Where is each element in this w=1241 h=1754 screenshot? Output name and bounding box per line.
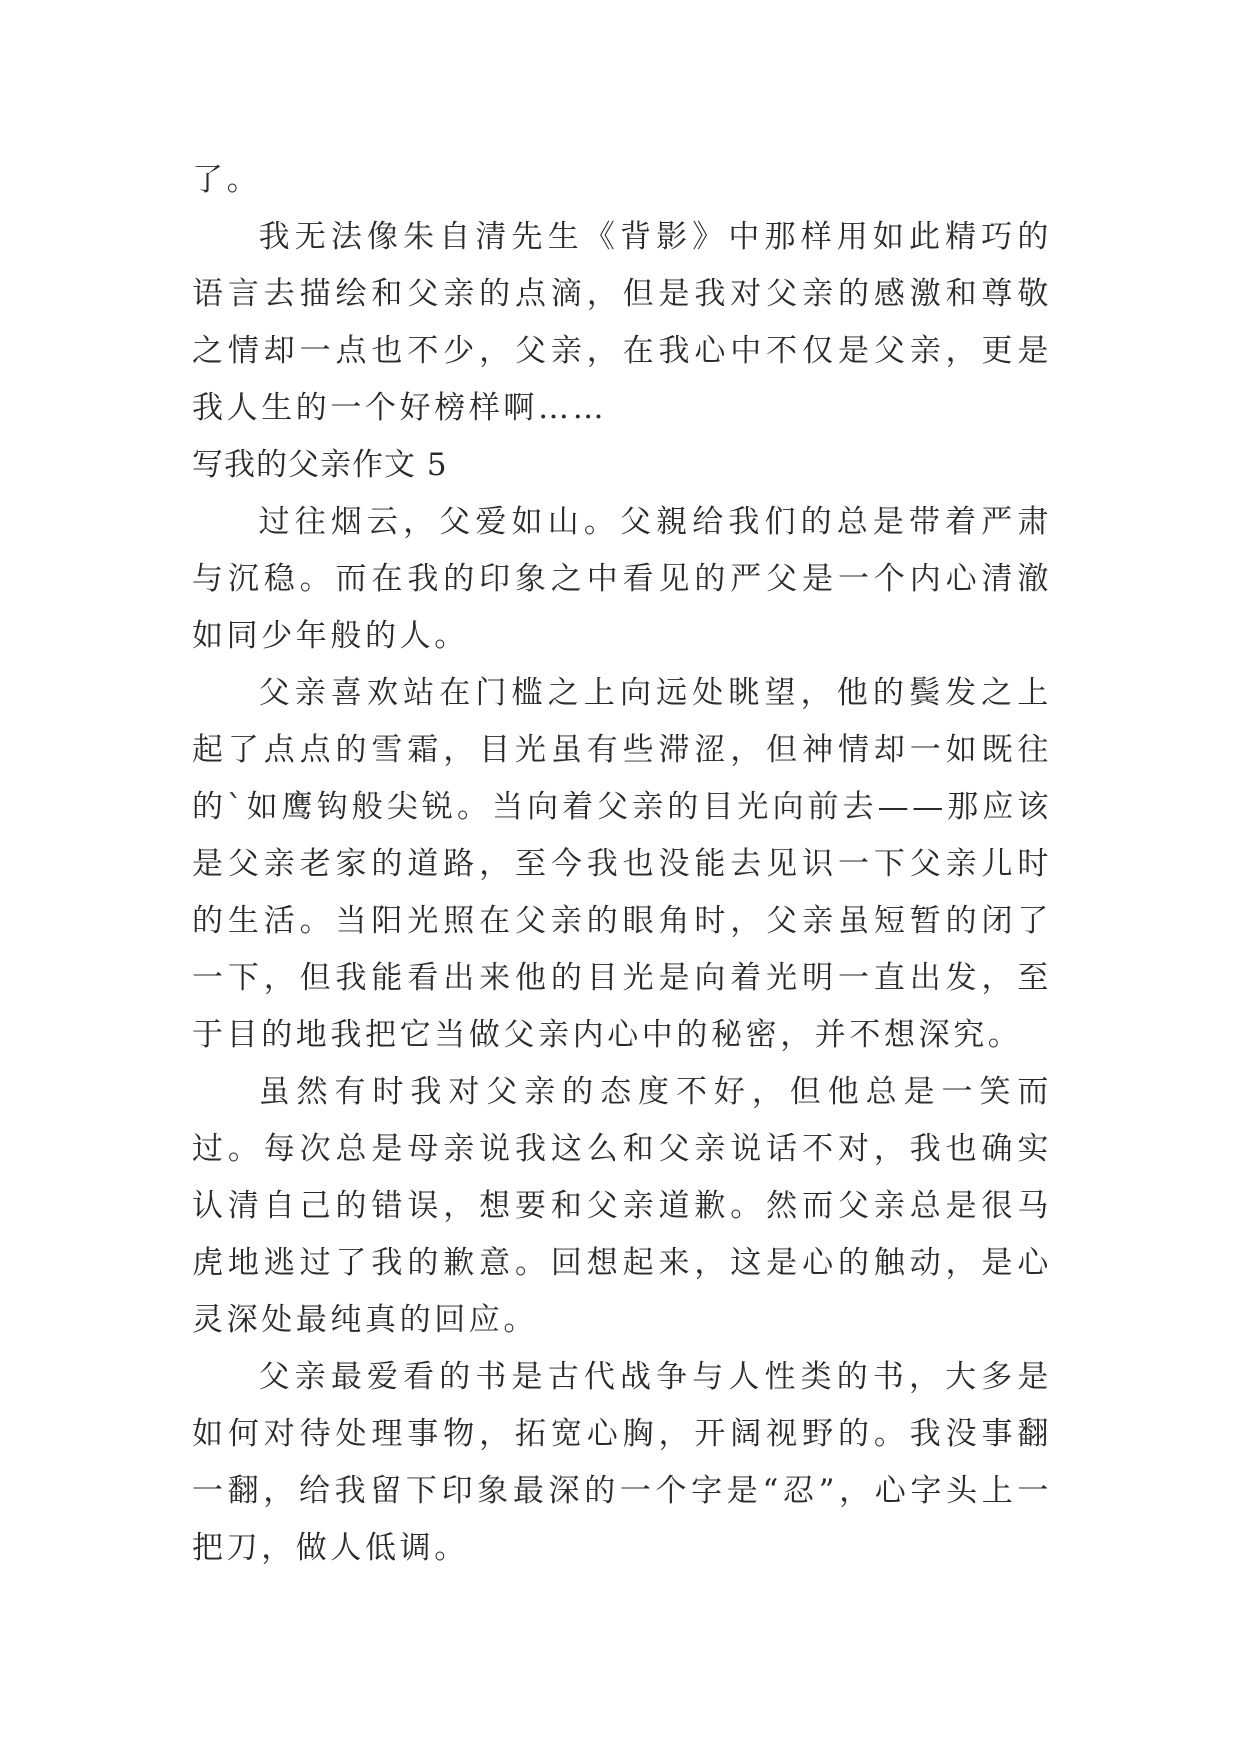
paragraph: 父亲最爱看的书是古代战争与人性类的书，大多是如何对待处理事物，拓宽心胸，开阔视野的。我没事翻一翻，给我留下印象最深的一个字是“忍”，心字头上一把刀，做人低调。 [192, 1359, 1052, 1566]
paragraph: 虽然有时我对父亲的态度不好，但他总是一笑而过。每次总是母亲说我这么和父亲说话不对，我也确实认清自己的错误，想要和父亲道歉。然而父亲总是很马虎地逃过了我的歉意。回想起来，这是心的触动，是心灵深处最纯真的回应。 [192, 1074, 1052, 1338]
continuation-text: 了。 [192, 162, 262, 198]
paragraph: 我无法像朱自清先生《背影》中那样用如此精巧的语言去描绘和父亲的点滴，但是我对父亲的感激和尊敬之情却一点也不少，父亲，在我心中不仅是父亲，更是我人生的一个好榜样啊…… [192, 219, 1052, 426]
document-body [192, 152, 1052, 1577]
paragraph: 父亲喜欢站在门槛之上向远处眺望，他的鬓发之上起了点点的雪霜，目光虽有些滞涩，但神情却一如既往的`如鹰钩般尖锐。当向着父亲的目光向前去——那应该是父亲老家的道路，至今我也没能去见识一下父亲儿时的生活。当阳光照在父亲的眼角时，父亲虽短暂的闭了一下，但我能看出来他的目光是向着光明一直出发，至于目的地我把它当做父亲内心中的秘密，并不想深究。 [192, 675, 1052, 1053]
section-heading: 写我的父亲作文 5 [192, 447, 448, 483]
paragraph: 过往烟云，父爱如山。父親给我们的总是带着严肃与沉稳。而在我的印象之中看见的严父是一个内心清澈如同少年般的人。 [192, 504, 1052, 654]
